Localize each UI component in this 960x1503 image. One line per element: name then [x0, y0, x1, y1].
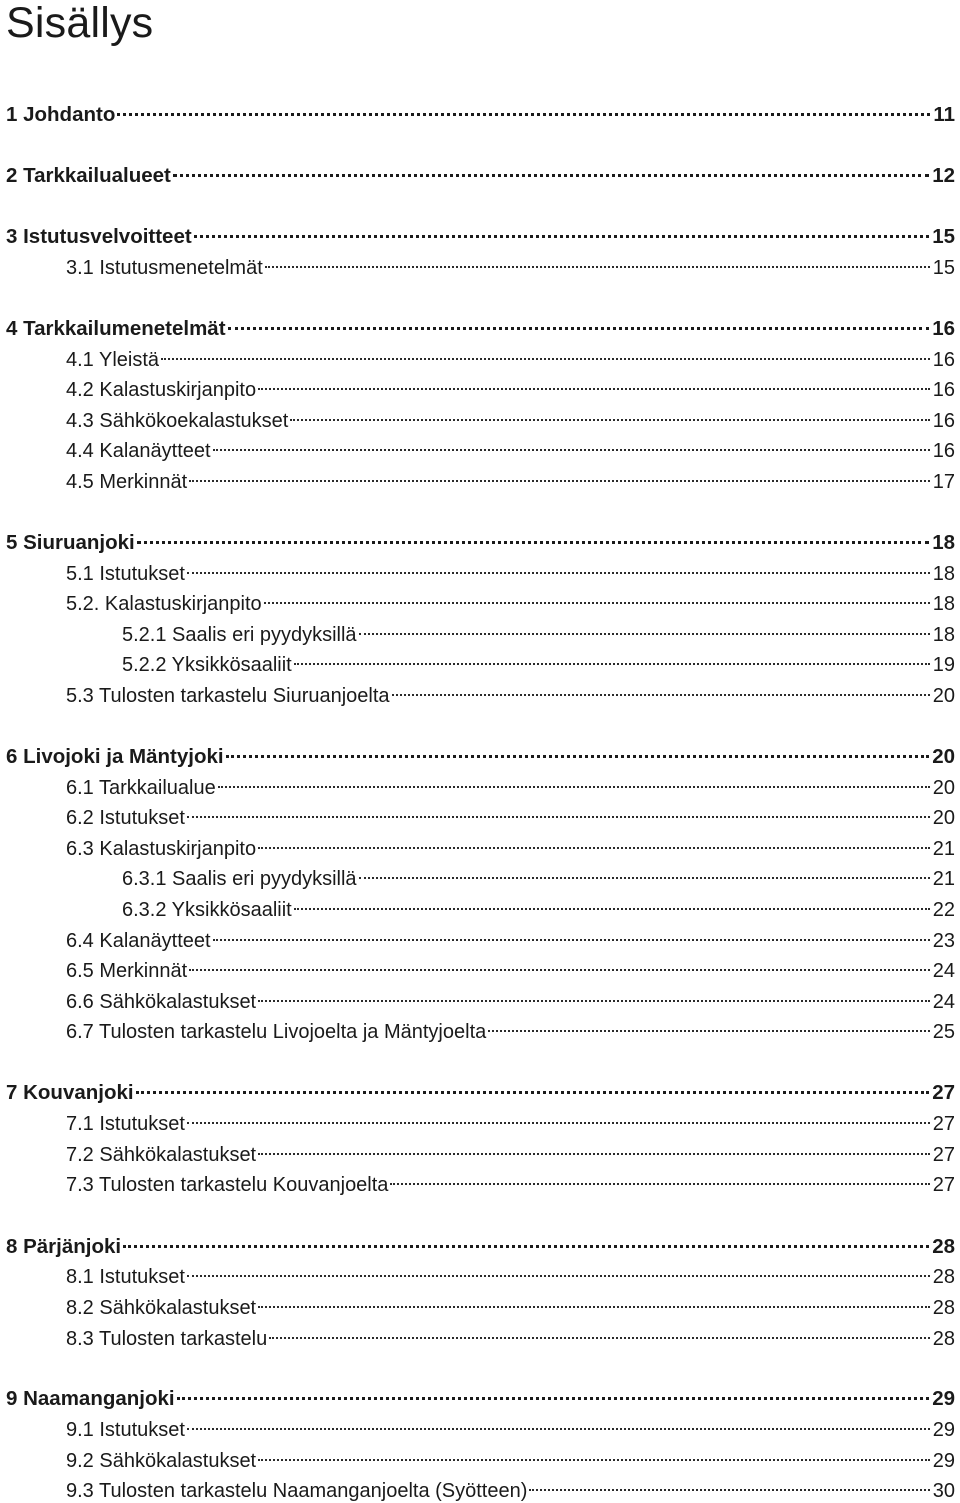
toc-section[interactable] [66, 403, 955, 433]
toc-entry-label: 6.2 Istutukset [66, 807, 185, 829]
toc-entry-label: 6.3 Kalastuskirjanpito [66, 838, 257, 860]
dot-leader [258, 831, 930, 855]
toc-section[interactable] [66, 984, 955, 1014]
toc-entry-page-number: 28 [932, 1297, 955, 1319]
toc-entry-label: 7.2 Sähkökalastukset [66, 1144, 257, 1166]
toc-entry-page-number: 28 [932, 1235, 955, 1258]
toc-section[interactable] [66, 342, 955, 372]
toc-section[interactable] [66, 1473, 955, 1503]
toc-section[interactable] [122, 861, 955, 891]
toc-section[interactable] [66, 1137, 955, 1167]
toc-entry-page-number: 17 [932, 471, 955, 493]
toc-entry-label: 4.1 Yleistä [66, 349, 160, 371]
toc-chapter[interactable] [6, 97, 955, 127]
dot-leader [529, 1473, 929, 1497]
toc-entry-label: 4.5 Merkinnät [66, 471, 188, 493]
toc-section[interactable] [66, 1106, 955, 1136]
dot-leader [177, 1381, 930, 1405]
toc-section[interactable] [66, 678, 955, 708]
toc-entry-page-number: 28 [932, 1328, 955, 1350]
dot-leader [226, 739, 930, 763]
toc-section[interactable] [66, 1443, 955, 1473]
toc-section[interactable] [66, 1014, 955, 1044]
toc-section[interactable] [66, 372, 955, 402]
toc-entry-page-number: 15 [932, 257, 955, 279]
toc-entry-label: 1 Johdanto [6, 103, 116, 126]
toc-entry-page-number: 27 [932, 1144, 955, 1166]
toc-chapter[interactable] [6, 219, 955, 249]
toc-chapter[interactable] [6, 158, 955, 188]
toc-entry-label: 8.2 Sähkökalastukset [66, 1297, 257, 1319]
dot-leader [213, 433, 930, 457]
toc-entry-page-number: 12 [932, 164, 955, 187]
toc-chapter[interactable] [6, 1075, 955, 1105]
toc-section[interactable] [122, 647, 955, 677]
dot-leader [265, 250, 930, 274]
toc-entry-page-number: 15 [932, 225, 955, 248]
toc-entry-page-number: 24 [932, 960, 955, 982]
toc-entry-label: 9.2 Sähkökalastukset [66, 1450, 257, 1472]
dot-leader [290, 403, 929, 427]
toc-entry-page-number: 29 [932, 1419, 955, 1441]
toc-entry-page-number: 27 [932, 1081, 955, 1104]
dot-leader [264, 586, 930, 610]
toc-entry-label: 9.1 Istutukset [66, 1419, 185, 1441]
dot-leader [194, 219, 929, 243]
toc-entry-page-number: 19 [932, 654, 955, 676]
dot-leader [213, 923, 930, 947]
toc-section[interactable] [122, 617, 955, 647]
toc-entry-label: 8.1 Istutukset [66, 1266, 185, 1288]
toc-entry-label: 6.6 Sähkökalastukset [66, 991, 257, 1013]
toc-entry-label: 4.3 Sähkökoekalastukset [66, 410, 289, 432]
dot-leader [294, 647, 930, 671]
toc-entry-label: 6 Livojoki ja Mäntyjoki [6, 745, 224, 768]
toc-section[interactable] [66, 1167, 955, 1197]
dot-leader [294, 892, 930, 916]
toc-entry-page-number: 27 [932, 1174, 955, 1196]
dot-leader [123, 1229, 929, 1253]
toc-entry-label: 4.2 Kalastuskirjanpito [66, 379, 257, 401]
toc-entry-page-number: 20 [932, 807, 955, 829]
toc-entry-label: 9 Naamanganjoki [6, 1387, 175, 1410]
toc-entry-label: 6.1 Tarkkailualue [66, 777, 216, 799]
toc-entry-label: 3.1 Istutusmenetelmät [66, 257, 263, 279]
dot-leader [390, 1167, 929, 1191]
dot-leader [218, 770, 930, 794]
toc-entry-page-number: 20 [932, 777, 955, 799]
toc-entry-page-number: 24 [932, 991, 955, 1013]
toc-entry-label: 5.3 Tulosten tarkastelu Siuruanjoelta [66, 685, 390, 707]
toc-section[interactable] [66, 464, 955, 494]
dot-leader [258, 1290, 930, 1314]
toc-entry-label: 2 Tarkkailualueet [6, 164, 171, 187]
dot-leader [258, 1443, 930, 1467]
dot-leader [136, 1075, 930, 1099]
toc-section[interactable] [66, 586, 955, 616]
toc-chapter[interactable] [6, 1229, 955, 1259]
toc-section[interactable] [66, 953, 955, 983]
toc-entry-page-number: 21 [932, 838, 955, 860]
dot-leader [269, 1321, 930, 1345]
toc-entry-label: 6.7 Tulosten tarkastelu Livojoelta ja Mäntyjoelta [66, 1021, 487, 1043]
dot-leader [117, 97, 930, 121]
toc-entry-label: 7.3 Tulosten tarkastelu Kouvanjoelta [66, 1174, 389, 1196]
toc-entry-label: 5.2.1 Saalis eri pyydyksillä [122, 624, 357, 646]
toc-entry-label: 6.4 Kalanäytteet [66, 930, 211, 952]
toc-entry-page-number: 25 [932, 1021, 955, 1043]
toc-chapter[interactable] [6, 311, 955, 341]
dot-leader [187, 1412, 930, 1436]
toc-entry-page-number: 22 [932, 899, 955, 921]
toc-entry-page-number: 18 [932, 531, 955, 554]
dot-leader [161, 342, 930, 366]
toc-entry-page-number: 11 [933, 103, 955, 126]
toc-section[interactable] [66, 923, 955, 953]
toc-entry-page-number: 16 [932, 349, 955, 371]
toc-entry-page-number: 16 [932, 410, 955, 432]
dot-leader [228, 311, 930, 335]
toc-section[interactable] [66, 800, 955, 830]
toc-entry-label: 5.1 Istutukset [66, 563, 185, 585]
toc-entry-label: 9.3 Tulosten tarkastelu Naamanganjoelta (Syötteen) [66, 1480, 528, 1502]
toc-entry-label: 5 Siuruanjoki [6, 531, 135, 554]
toc-section[interactable] [122, 892, 955, 922]
page-title: Sisällys [6, 0, 154, 47]
toc-entry-page-number: 27 [932, 1113, 955, 1135]
toc-entry-page-number: 18 [932, 593, 955, 615]
toc-entry-page-number: 16 [932, 379, 955, 401]
toc-section[interactable] [66, 1259, 955, 1289]
dot-leader [187, 556, 930, 580]
toc-entry-page-number: 20 [932, 685, 955, 707]
toc-chapter[interactable] [6, 525, 955, 555]
dot-leader [359, 861, 930, 885]
dot-leader [488, 1014, 930, 1038]
toc-entry-label: 4 Tarkkailumenetelmät [6, 317, 226, 340]
toc-entry-page-number: 21 [932, 868, 955, 890]
toc-section[interactable] [66, 831, 955, 861]
toc-section[interactable] [66, 433, 955, 463]
toc-entry-label: 6.3.1 Saalis eri pyydyksillä [122, 868, 357, 890]
dot-leader [187, 800, 930, 824]
toc-entry-label: 7 Kouvanjoki [6, 1081, 134, 1104]
toc-entry-page-number: 29 [932, 1387, 955, 1410]
toc-entry-label: 6.3.2 Yksikkösaaliit [122, 899, 292, 921]
toc-section[interactable] [66, 250, 955, 280]
toc-entry-page-number: 16 [932, 440, 955, 462]
dot-leader [189, 464, 930, 488]
dot-leader [187, 1259, 930, 1283]
toc-entry-page-number: 18 [932, 624, 955, 646]
toc-entry-label: 3 Istutusvelvoitteet [6, 225, 192, 248]
dot-leader [258, 372, 930, 396]
toc-entry-label: 8 Pärjänjoki [6, 1235, 122, 1258]
toc-entry-page-number: 30 [932, 1480, 955, 1502]
dot-leader [137, 525, 929, 549]
toc-section[interactable] [66, 770, 955, 800]
toc-entry-label: 4.4 Kalanäytteet [66, 440, 211, 462]
toc-entry-page-number: 23 [932, 930, 955, 952]
toc-entry-label: 8.3 Tulosten tarkastelu [66, 1328, 268, 1350]
toc-entry-page-number: 18 [932, 563, 955, 585]
toc-chapter[interactable] [6, 1381, 955, 1411]
toc-entry-label: 6.5 Merkinnät [66, 960, 188, 982]
toc-entry-page-number: 16 [932, 317, 955, 340]
dot-leader [258, 1137, 930, 1161]
toc-entry-label: 7.1 Istutukset [66, 1113, 185, 1135]
toc-section[interactable] [66, 1412, 955, 1442]
toc-entry-page-number: 20 [932, 745, 955, 768]
dot-leader [189, 953, 930, 977]
toc-chapter[interactable] [6, 739, 955, 769]
toc-section[interactable] [66, 1321, 955, 1351]
toc-entry-page-number: 28 [932, 1266, 955, 1288]
dot-leader [187, 1106, 930, 1130]
dot-leader [173, 158, 929, 182]
dot-leader [392, 678, 930, 702]
toc-entry-label: 5.2. Kalastuskirjanpito [66, 593, 262, 615]
toc-entry-page-number: 29 [932, 1450, 955, 1472]
dot-leader [359, 617, 930, 641]
dot-leader [258, 984, 930, 1008]
toc-section[interactable] [66, 1290, 955, 1320]
toc-entry-label: 5.2.2 Yksikkösaaliit [122, 654, 292, 676]
toc-section[interactable] [66, 556, 955, 586]
